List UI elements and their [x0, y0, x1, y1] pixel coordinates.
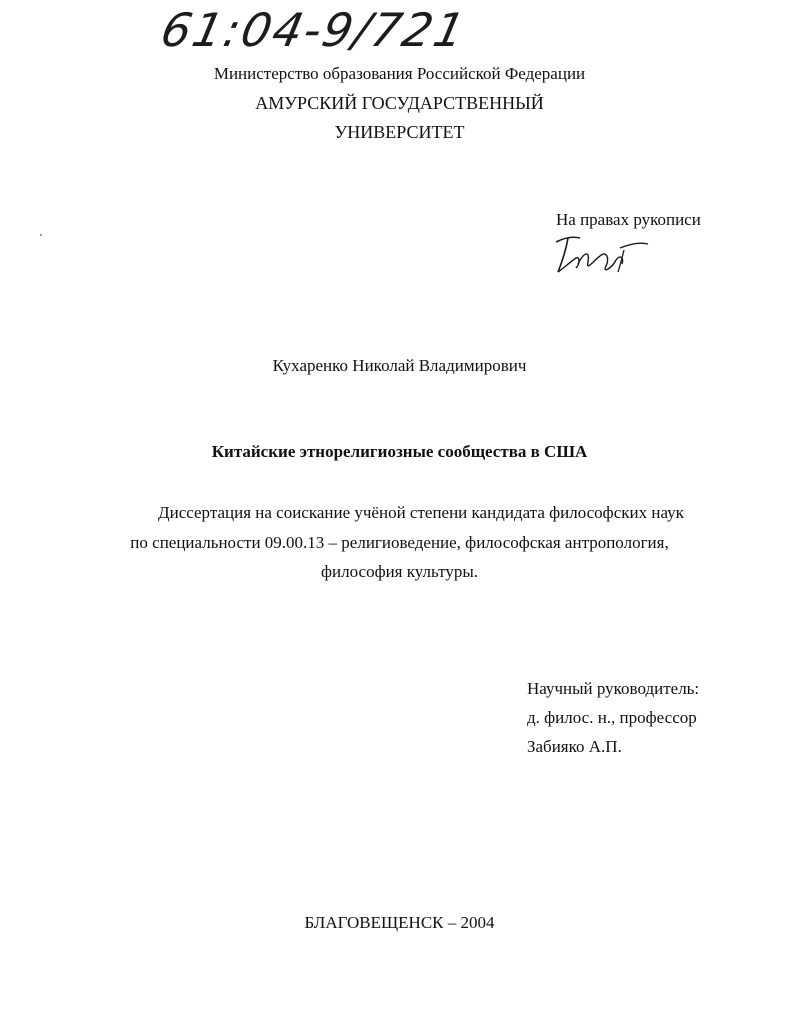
thesis-description-line2: по специальности 09.00.13 – религиоведение, философская антропология, [130, 533, 669, 552]
ministry-name: Министерство образования Российской Федерации [213, 64, 586, 83]
supervisor-name: Забияко А.П. [527, 737, 622, 756]
supervisor-degree: д. филос. н., профессор [527, 708, 697, 727]
supervisor-label: Научный руководитель: [527, 679, 700, 698]
city-year: БЛАГОВЕЩЕНСК – 2004 [304, 913, 495, 932]
handwritten-catalog-number: 61:04-9/721 [156, 3, 472, 57]
scan-speck [40, 234, 42, 236]
thesis-description-line3: философия культуры. [321, 562, 478, 581]
author-name: Кухаренко Николай Владимирович [272, 356, 527, 375]
thesis-description-line1: Диссертация на соискание учёной степени кандидата философских наук [158, 503, 684, 522]
author-signature-icon [550, 228, 650, 280]
thesis-title: Китайские этнорелигиозные сообщества в США [211, 442, 588, 461]
manuscript-rights-label: На правах рукописи [556, 210, 701, 229]
university-name-line1: АМУРСКИЙ ГОСУДАРСТВЕННЫЙ [255, 93, 544, 113]
university-name-line2: УНИВЕРСИТЕТ [334, 122, 465, 142]
